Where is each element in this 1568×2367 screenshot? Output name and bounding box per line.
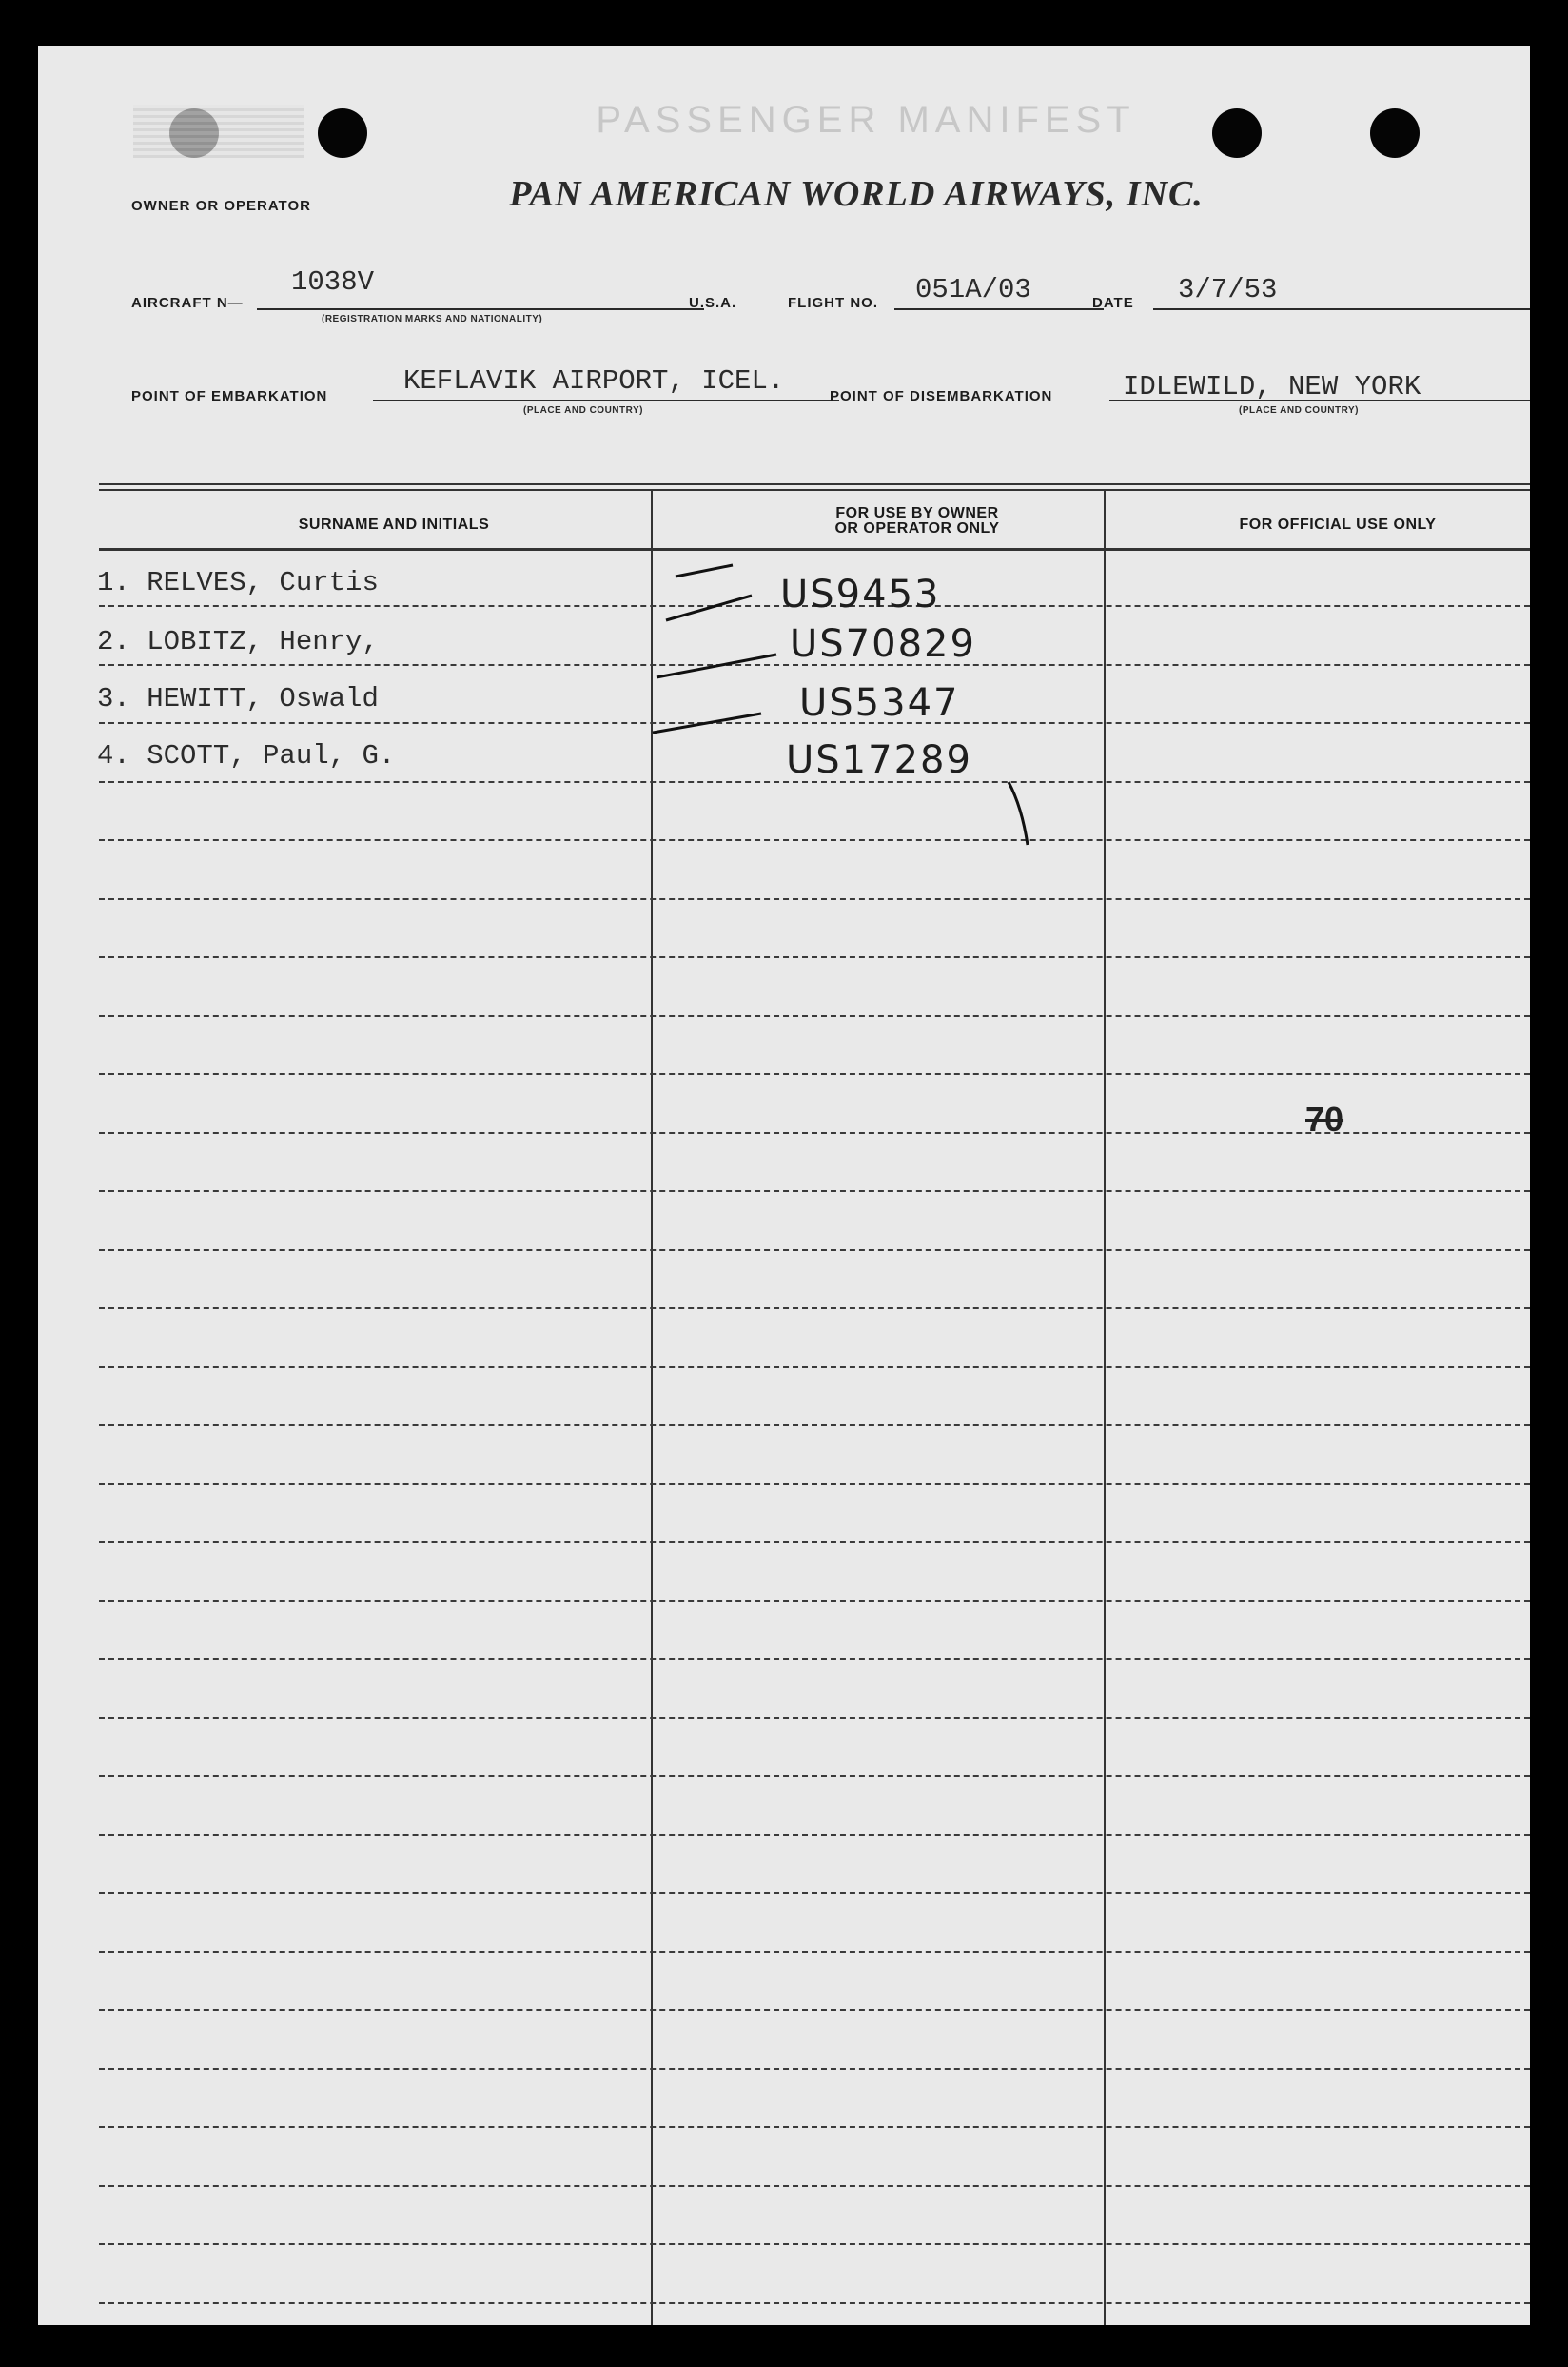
flight-label: FLIGHT NO.: [788, 295, 878, 311]
row-rule: [99, 1658, 1530, 1660]
row-rule: [99, 1483, 1530, 1485]
row-rule: [99, 1249, 1530, 1251]
row-rule: [99, 1424, 1530, 1426]
row-rule: [99, 2185, 1530, 2187]
manifest-page: [38, 46, 1530, 2325]
row-rule: [99, 2126, 1530, 2128]
date-underline: [1153, 308, 1530, 310]
column-header-official: FOR OFFICIAL USE ONLY: [1239, 517, 1437, 533]
aircraft-label: AIRCRAFT N—: [131, 295, 244, 311]
faded-stamp: [133, 105, 304, 158]
check-stroke: [657, 655, 776, 677]
passenger-name: 3. HEWITT, Oswald: [97, 683, 379, 714]
row-rule: [99, 1717, 1530, 1719]
row-rule: [99, 2243, 1530, 2245]
row-rule: [99, 1892, 1530, 1894]
embark-underline: [373, 400, 839, 401]
document-title: PASSENGER MANIFEST: [596, 99, 1136, 141]
disembark-label: POINT OF DISEMBARKATION: [830, 388, 1053, 404]
row-rule: [99, 1951, 1530, 1953]
row-rule: [99, 898, 1530, 900]
row-rule: [99, 1834, 1530, 1836]
punch-hole: [1212, 108, 1262, 158]
owner-label: OWNER OR OPERATOR: [131, 198, 311, 214]
column-header-surname: SURNAME AND INITIALS: [298, 517, 490, 533]
passenger-name: 1. RELVES, Curtis: [97, 567, 379, 598]
table-top-rule: [99, 483, 1530, 491]
row-rule: [99, 1366, 1530, 1368]
flight-value: 051A/03: [915, 274, 1031, 305]
row-rule: [99, 2302, 1530, 2304]
column-header-owner-use: [691, 506, 1144, 537]
embark-value: KEFLAVIK AIRPORT, ICEL.: [403, 365, 785, 397]
row-rule: [99, 1015, 1530, 1017]
place-note-disembark: (PLACE AND COUNTRY): [1239, 405, 1359, 416]
handwriting-tail: [990, 778, 1047, 854]
passenger-name: 2. LOBITZ, Henry,: [97, 626, 379, 657]
row-rule: [99, 1775, 1530, 1777]
check-marks: [609, 559, 818, 807]
check-stroke: [653, 714, 761, 733]
passenger-number: US70829: [790, 622, 976, 666]
row-rule: [99, 2068, 1530, 2070]
aircraft-value: 1038V: [291, 266, 375, 298]
column-divider: [1104, 489, 1106, 2325]
passenger-name: 4. SCOTT, Paul, G.: [97, 740, 396, 772]
passenger-number: US5347: [799, 681, 960, 725]
passenger-number: US9453: [780, 573, 941, 616]
place-note-embark: (PLACE AND COUNTRY): [523, 405, 643, 416]
check-stroke: [676, 565, 733, 577]
row-rule: [99, 1073, 1530, 1075]
country-label: U.S.A.: [689, 295, 737, 311]
punch-hole: [1370, 108, 1420, 158]
owner-use-line-2: OR OPERATOR ONLY: [834, 520, 1000, 537]
row-rule: [99, 1600, 1530, 1602]
registration-note: (REGISTRATION MARKS AND NATIONALITY): [322, 314, 543, 324]
row-rule: [99, 1307, 1530, 1309]
disembark-value: IDLEWILD, NEW YORK: [1123, 371, 1421, 402]
passenger-number: US17289: [786, 738, 972, 782]
row-rule: [99, 839, 1530, 841]
aircraft-underline: [257, 308, 704, 310]
punch-hole: [318, 108, 367, 158]
official-note: 70: [1305, 1100, 1344, 1139]
table-header-bottom-rule: [99, 548, 1530, 551]
row-rule: [99, 956, 1530, 958]
row-rule: [99, 1190, 1530, 1192]
row-rule: [99, 2009, 1530, 2011]
airline-name: PAN AMERICAN WORLD AIRWAYS, INC.: [509, 174, 1204, 214]
row-rule: [99, 1541, 1530, 1543]
date-value: 3/7/53: [1178, 274, 1278, 305]
date-label: DATE: [1092, 295, 1134, 311]
check-stroke: [666, 596, 752, 620]
embark-label: POINT OF EMBARKATION: [131, 388, 328, 404]
owner-use-line-1: FOR USE BY OWNER: [835, 505, 999, 521]
flight-underline: [894, 308, 1104, 310]
